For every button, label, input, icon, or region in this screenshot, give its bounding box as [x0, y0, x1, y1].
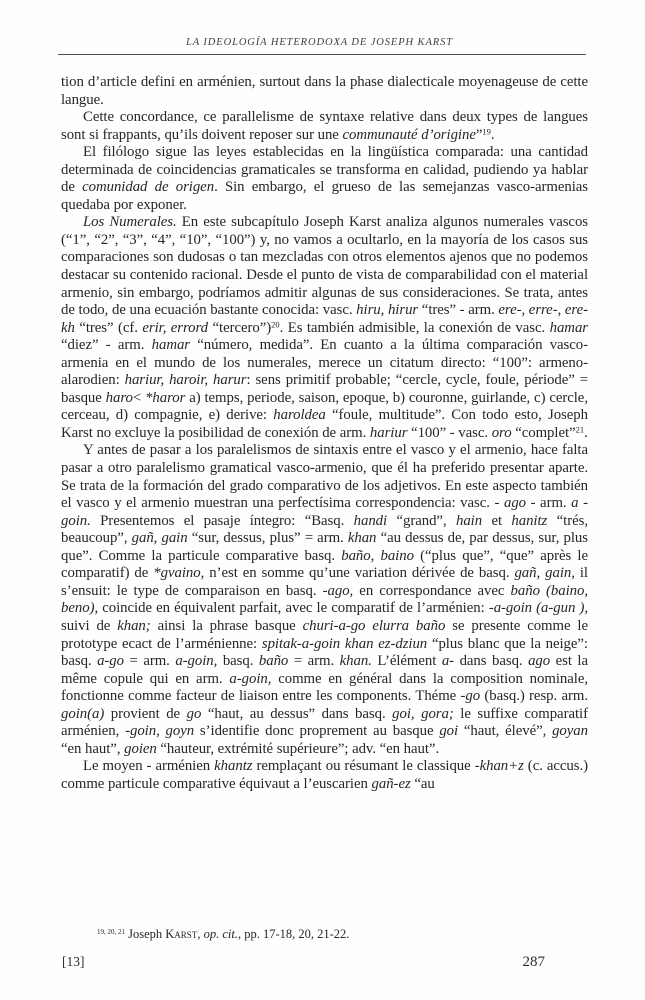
text-segment: op. cit., [203, 927, 242, 941]
text-segment: hiru, hirur [356, 302, 419, 319]
text-segment: -goin, goyn [125, 723, 195, 740]
text-segment: 20 [271, 319, 280, 330]
body-text [61, 74, 588, 793]
text-segment: a-goin, [229, 670, 272, 687]
text-segment: gañ, gain [131, 530, 188, 547]
text-segment: (basq.) resp. arm. [480, 688, 588, 705]
text-segment: il s’ensuit: le type de comparaison en basq. [61, 565, 588, 599]
text-segment: < [132, 389, 146, 406]
sheet-number: [13] [62, 954, 85, 969]
text-segment: baño (baino, beno), [61, 582, 589, 617]
text-segment: comunidad de origen [82, 179, 215, 196]
text-segment: go [186, 705, 202, 722]
text-segment: *gvaino, [153, 565, 205, 582]
text-segment: haro [105, 389, 133, 406]
text-segment: ainsi la phrase basque [150, 617, 303, 634]
text-segment: khantz [214, 758, 253, 775]
paragraph [61, 758, 588, 793]
text-segment: khan. [339, 653, 372, 670]
text-segment: *haror [145, 389, 186, 406]
text-segment: se presente comme le prototype ecact de l’arménienne: [61, 617, 588, 652]
text-segment: hanitz [511, 512, 548, 529]
text-segment: -go [460, 688, 481, 705]
text-segment: “trés, beaucoup”, [61, 512, 588, 547]
text-segment: ere-, erre-, ere-kh [61, 302, 588, 336]
text-segment: goin(a) [61, 705, 105, 722]
text-segment: goi, gora; [392, 705, 454, 722]
text-segment: a-goin, [175, 653, 218, 670]
text-segment: tion d’article defini en arménien, surtout dans la phase dialecticale moyenageuse de cette langue. [61, 74, 588, 108]
text-segment: spitak-a-goin khan ez-dziun [261, 635, 428, 652]
text-segment: “plus blanc que la neige”: basq. [61, 635, 588, 670]
text-segment: Los Numerales. [83, 214, 177, 231]
text-segment: oro [491, 424, 512, 441]
text-segment: . [490, 126, 495, 143]
text-segment: baño, baino [341, 547, 414, 564]
text-segment: baño [258, 653, 289, 670]
text-segment: erir, errord [142, 319, 209, 336]
text-segment: et [482, 512, 512, 529]
text-segment: handi [353, 512, 388, 529]
paragraph [61, 214, 588, 442]
paragraph [61, 144, 588, 214]
text-segment: Presentemos el pasaje íntegro: “Basq. [90, 512, 354, 529]
paragraph [61, 74, 588, 109]
text-segment: En este subcapítulo Joseph Karst analiza algunos numerales vascos (“1”, “2”, “3”, “4”, “10”, “100”) y, no vamos a ocultarlo, en la mayoría de los casos sus comparaciones son dudosas o tan mezcladas con otros elementos ajenos que no podemos destacar su contenido racional. Desde el punto de vista de comparabilidad con el material armenio, sin embargo, podríamos admitir algunas de sus consideraciones. Se trata, antes de todo, de una ecuación bastante conocida: vasc. [61, 214, 588, 319]
text-segment: n’est en somme qu’une variation dérivée de basq. [204, 565, 515, 582]
text-segment: ” [475, 126, 483, 143]
text-segment: gañ-ez [371, 775, 411, 792]
text-segment: a) temps, periode, saison, epoque, b) couronne, guirlande, c) cercle, cerceau, d) compagnie, e) derive: [61, 389, 588, 424]
text-segment: a - goin. [61, 495, 588, 529]
text-segment: 21 [575, 424, 585, 435]
text-segment: coincide en équivalent parfait, avec le comparatif de l’arménien: [98, 600, 489, 617]
text-segment: a-go [97, 653, 125, 670]
text-segment: L’élément [371, 653, 442, 670]
text-segment: “tres” (cf. [74, 319, 143, 336]
text-segment: goyan [552, 723, 588, 740]
text-segment: (“plus que”, “que” après le comparatif) de [61, 547, 588, 582]
text-segment: hariur, haroir, harur [124, 372, 247, 389]
text-segment: provient de [104, 705, 187, 722]
text-segment: “tres” - arm. [418, 302, 499, 319]
text-segment: hamar [549, 319, 588, 336]
text-segment: churi-a-go elurra baño [302, 617, 446, 634]
text-segment: - arm. [526, 495, 572, 512]
paragraph [61, 442, 588, 758]
footnote [61, 927, 588, 942]
text-segment: “en haut”, [61, 740, 125, 757]
text-segment: -khan+z [474, 758, 524, 775]
text-segment: est la même copule qui en arm. [61, 653, 588, 687]
header-rule [58, 54, 586, 55]
text-segment: . Sin embargo, el grueso de las semejanzas vasco-armenias quedaba por exponer. [61, 179, 588, 213]
text-segment: “número, medida”. En cuanto a la última comparación vasco-armenia en el mundo de los numerales, merece un citatum directo: “100”: armeno-alarodien: [61, 337, 589, 389]
text-segment: Cette concordance, ce parallelisme de syntaxe relative dans deux types de langues sont si frappants, qu’ils doivent reposer sur une [61, 109, 588, 143]
text-segment: “hauteur, extrémité supérieure”; adv. “en haut”. [156, 740, 440, 757]
text-segment: gañ, gain, [514, 565, 575, 582]
text-segment: Le moyen - arménien [83, 758, 215, 775]
text-segment: hain [455, 512, 483, 529]
text-segment: “haut, au dessus” dans basq. [201, 705, 393, 722]
text-segment: 19, 20, 21 [97, 928, 125, 936]
text-segment: = arm. [124, 653, 176, 670]
text-segment: khan [347, 530, 377, 547]
text-segment: goien [124, 740, 157, 757]
text-segment: hamar [151, 337, 191, 354]
text-segment: le suffixe comparatif arménien, [61, 705, 588, 740]
text-segment: “100” - vasc. [407, 424, 492, 441]
text-segment: 19 [482, 126, 491, 137]
text-segment: “tercero”) [208, 319, 272, 336]
text-segment: remplaçant ou résumant le classique [252, 758, 475, 775]
text-segment: -ago, [322, 582, 354, 599]
page-footer [62, 954, 545, 971]
text-segment: “au [410, 775, 435, 792]
text-segment: (c. accus.) comme particule comparative équivaut a l’euscarien [61, 758, 589, 792]
text-segment: -a-goin (a-gun ), [488, 600, 588, 617]
text-segment: Joseph [125, 927, 166, 941]
text-segment: “sur, dessus, plus” = arm. [187, 530, 348, 547]
text-segment: “diez” - arm. [61, 337, 152, 354]
text-segment: hariur [369, 424, 408, 441]
text-segment: ago [528, 653, 551, 670]
text-segment: pp. 17-18, 20, 21-22. [241, 927, 350, 941]
text-segment: a- [441, 653, 455, 670]
page-number: 287 [522, 954, 545, 970]
text-segment: khan; [117, 617, 151, 634]
text-segment: . [584, 424, 588, 441]
text-segment: El filólogo sigue las leyes establecidas en la lingüística comparada: una cantidad determinada de coincidencias gramaticales se transforma en calidad, pudiendo ya hablar de [61, 144, 588, 196]
text-segment: Karst [165, 927, 198, 941]
text-segment: . Es también admisible, la conexión de vasc. [279, 319, 550, 336]
text-segment: : sens primitif probable; “cercle, cycle, foule, période” = basque [61, 372, 588, 406]
text-segment: , [197, 927, 204, 941]
text-segment: basq. [217, 653, 259, 670]
text-segment: communauté d’origine [342, 126, 476, 143]
text-segment: “haut, élevé”, [458, 723, 553, 740]
text-segment: goi [439, 723, 459, 740]
text-segment: Y antes de pasar a los paralelismos de sintaxis entre el vasco y el armenio, hace falta pasar a otro paralelismo gramatical vasco-armenio, que él ha preferido presentar aparte. Se trata de la formación del grado comparativo de los adjetivos. En este aspecto también el vasco y el armenio muestran una perfectísima correspondencia: vasc. - [61, 442, 588, 512]
text-segment: “au dessus de, par dessus, sur, plus que”. Comme la particule comparative basq. [61, 530, 588, 564]
text-segment: “grand”, [387, 512, 456, 529]
footnote-line [61, 927, 588, 942]
text-segment: comme en général dans la composition nominale, fonctionne comme facteur de liaison entre les components. Théme [61, 670, 588, 705]
text-segment: ago [503, 495, 527, 512]
running-header-title: LA IDEOLOGÍA HETERODOXA DE JOSEPH KARST [186, 37, 453, 48]
text-segment: “foule, multitude”. Con todo esto, Joseph Karst no excluye la posibilidad de conexión de arm. [61, 407, 588, 441]
text-segment: dans basq. [454, 653, 529, 670]
text-segment: suivi de [61, 617, 118, 634]
text-segment: = arm. [288, 653, 340, 670]
text-segment: “complet” [511, 424, 576, 441]
text-segment: s’identifie donc proprement au basque [194, 723, 440, 740]
text-segment: haroldea [273, 407, 326, 424]
paragraph [61, 109, 588, 144]
text-segment: en correspondance avec [353, 582, 511, 599]
